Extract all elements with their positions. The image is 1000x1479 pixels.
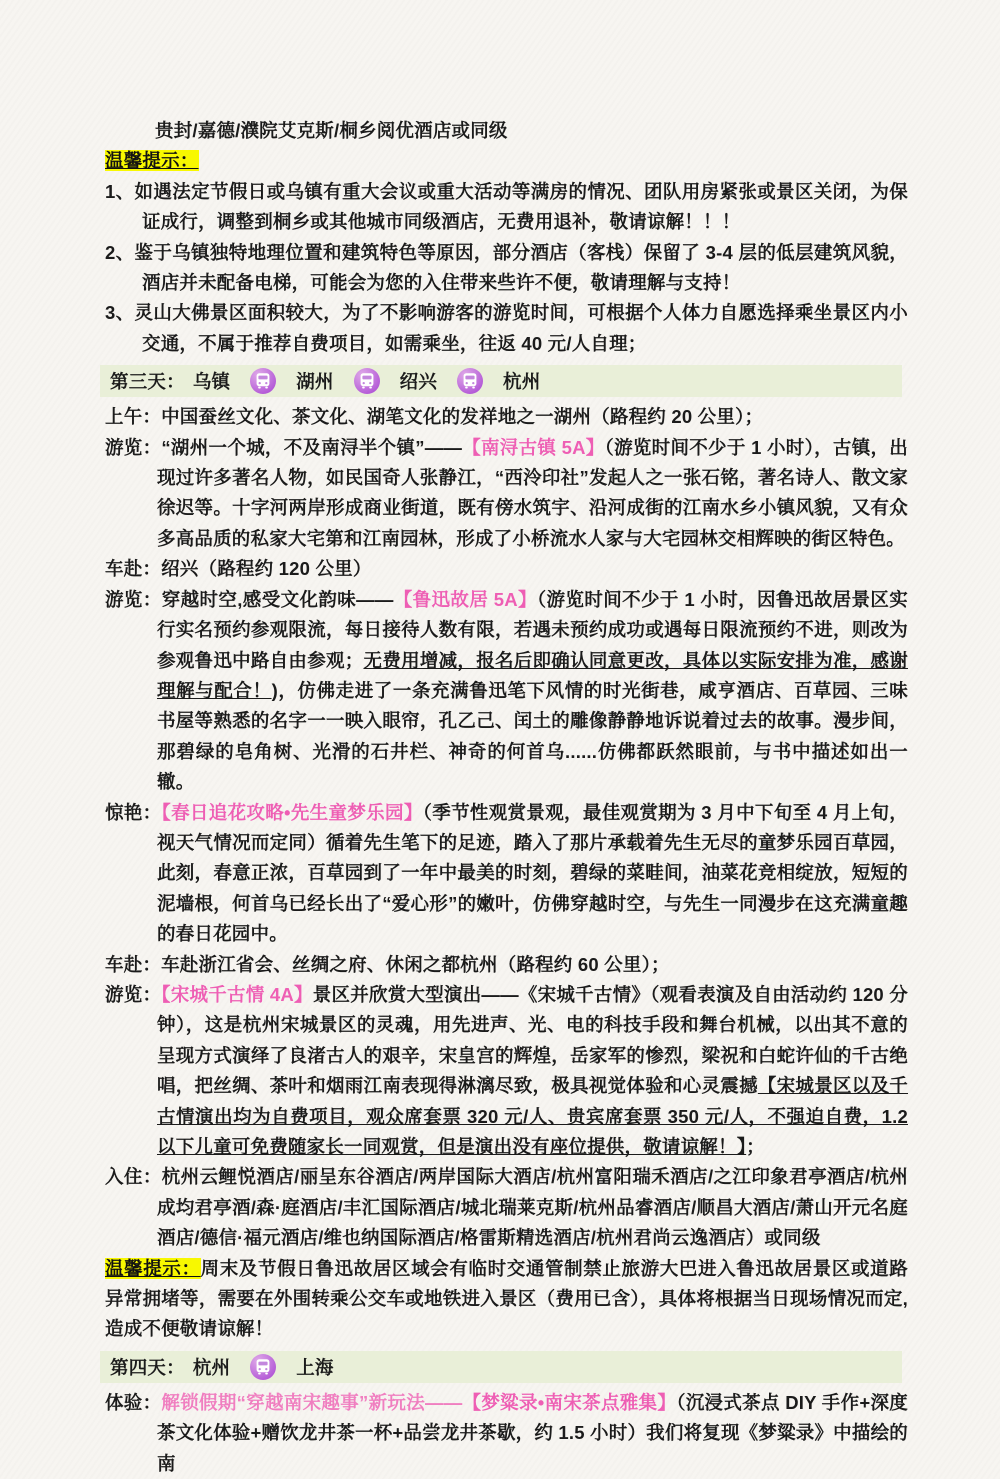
notice-item-2 (105, 238, 908, 299)
paragraph-label: 游览： (105, 983, 162, 1005)
text-segment: 1、如遇法定节假日或乌镇有重大会议或重大活动等满房的情况、团队用房紧张或景区关闭，为保证成行，调整到桐乡或其他城市同级酒店，无费用退补，敬请谅解！！！ (105, 180, 908, 233)
day-stop: 上海 (296, 1356, 334, 1378)
text-segment: 景区并欣赏大型演出——《宋城千古情》（观看表演及自由活动约 120 分钟），这是杭州宋城景区的灵魂，用先进声、光、电的科技手段和舞台机械，以出其不意的呈现方式演绎了良渚古人的艰辛，宋皇宫的辉煌，岳家军的惨烈，梁祝和白蛇许仙的千古绝唱，把丝绸、茶叶和烟雨江南表现得淋漓尽致，极具视觉体验和心灵震撼 (157, 983, 909, 1097)
tip-label: 温馨提示： (105, 150, 199, 172)
paragraph-label: 入住： (105, 1166, 162, 1188)
text-segment: 车赴浙江省会、丝绸之府、休闲之都杭州（路程约 60 公里）； (161, 953, 670, 975)
paragraph-label: 游览： (105, 436, 162, 458)
tip-luxun-traffic (105, 1254, 908, 1345)
day-stop: 乌镇 (192, 371, 231, 393)
tip-heading (105, 146, 908, 176)
paragraph-label: 体验： (105, 1391, 162, 1413)
text-segment: （沉浸式茶点 DIY 手作+深度茶文化体验+赠饮龙井茶一杯+品尝龙井茶歇，约 1.5 小时）我们将复现《梦粱录》中描绘的南 (157, 1391, 908, 1474)
notice-item-3 (105, 298, 908, 359)
text-segment: （季节性观赏景观，最佳观赏期为 3 月中下旬至 4 月上旬，视天气情况而定同）循着先生笔下的足迹，踏入了那片承载着先生无尽的童梦乐园百草园，此刻，春意正浓，百草园到了一年中最美的时刻，碧绿的菜畦间，油菜花竞相绽放，短短的泥墙根，何首乌已经长出了“爱心形”的嫩叶，仿佛穿越时空，与先生一同漫步在这充满童趣的春日花园中。 (157, 801, 909, 945)
text-segment: ； (746, 1136, 765, 1157)
text-segment: )，仿佛走进了一条充满鲁迅笔下风情的时光街巷，咸亨酒店、百草园、三味书屋等熟悉的名字一一映入眼帘，孔乙己、闰土的雕像静静地诉说着过去的故事。漫步间，那碧绿的皂角树、光滑的石井栏、神奇的何首乌......仿佛都跃然眼前，与书中描述如出一辙。 (157, 679, 908, 793)
text-segment: 【鲁迅故居 5A】 (393, 588, 537, 610)
text-segment: 解锁假期“穿越南宋趣事”新玩法—— (161, 1391, 463, 1413)
paragraph-label: 车赴： (105, 953, 162, 975)
bus-icon (457, 368, 483, 394)
notice-item-1 (105, 177, 908, 238)
bus-icon (354, 368, 380, 394)
text-segment: “湖州一个城，不及南浔半个镇”—— (161, 436, 463, 458)
day-stop: 杭州 (192, 1356, 231, 1378)
text-segment: （游览时间不少于 1 小时，因鲁迅故居景区实行实名预约参观限流，每日接待人数有限，若遇未预约成功或遇每日限流预约不进，则改为参观鲁迅中路自由参观； (157, 588, 908, 671)
day-label: 第四天： (110, 1356, 185, 1378)
text-segment: 无费用增减，报名后即确认同意更改，具体以实际安排为准，感谢理解与配合！ (157, 649, 908, 701)
day-stop: 杭州 (503, 371, 541, 393)
bus-icon (250, 368, 276, 394)
day4-header (100, 1351, 902, 1383)
para-transfer-hangzhou (105, 950, 908, 980)
text-segment: （游览时间不少于 1 小时），古镇，出现过许多著名人物，如民国奇人张静江，“西泠印社”发起人之一张石铭，著名诗人、散文家徐迟等。十字河两岸形成商业街道，既有傍水筑宇、沿河成街的江南水乡小镇风貌，又有众多高品质的私家大宅第和江南园林，形成了小桥流水人家与大宅园林交相辉映的街区特色。 (157, 436, 909, 549)
para-highlight-spring-garden (105, 798, 908, 950)
text-segment: 3、灵山大佛景区面积较大，为了不影响游客的游览时间，可根据个人体力自愿选择乘坐景区内小交通，不属于推荐自费项目，如需乘坐，往返 40 元/人自理； (105, 302, 908, 354)
text-segment: 绍兴（路程约 120 公里） (161, 558, 372, 580)
text-segment: 【梦粱录•南宋茶点雅集】 (462, 1391, 677, 1413)
text-segment: 中国蚕丝文化、茶文化、湖笔文化的发祥地之一湖州（路程约 20 公里）； (161, 406, 764, 428)
hotel-line-wuzhen (105, 116, 908, 146)
paragraph-label: 车赴： (105, 558, 162, 580)
day-stop: 湖州 (296, 371, 334, 393)
bus-icon (250, 1354, 276, 1380)
text-segment: 穿越时空,感受文化韵味—— (161, 588, 394, 610)
text-segment: 贵封/嘉德/濮院艾克斯/桐乡阅优酒店或同级 (155, 120, 508, 141)
paragraph-label: 游览： (105, 588, 162, 610)
para-experience-mengliang (105, 1388, 908, 1479)
text-segment: 【宋城千古情 4A】 (161, 983, 313, 1005)
text-segment: 【南浔古镇 5A】 (462, 436, 605, 458)
text-segment: 周末及节假日鲁迅故居区域会有临时交通管制禁止旅游大巴进入鲁迅故居景区或道路异常拥堵等，需要在外围转乘公交车或地铁进入景区（费用已含），具体将根据当日现场情况而定,造成不便敬请谅解！ (105, 1257, 908, 1340)
para-visit-nanxun (105, 433, 908, 555)
paragraph-label: 惊艳： (105, 801, 162, 823)
tip-label: 温馨提示： (105, 1257, 201, 1279)
text-segment: 【春日追花攻略•先生童梦乐园】 (161, 801, 423, 823)
para-transfer-shaoxing (105, 554, 908, 584)
para-hotels-hangzhou (105, 1162, 908, 1253)
day-label: 第三天： (110, 371, 185, 393)
text-segment: 2、鉴于乌镇独特地理位置和建筑特色等原因，部分酒店（客栈）保留了 3-4 层的低层建筑风貌，酒店并未配备电梯，可能会为您的入住带来些许不便，敬请理解与支持！ (105, 241, 908, 294)
text-segment: 【宋城景区以及千古情演出均为自费项目，观众席套票 320 元/人、贵宾席套票 350 元/人，不强迫自费，1.2 以下儿童可免费随家长一同观赏，但是演出没有座位提供，敬请谅解！】 (157, 1075, 908, 1157)
para-morning-huzhou (105, 402, 908, 432)
paragraph-label: 上午： (105, 406, 162, 428)
day3-header (100, 365, 902, 397)
para-visit-luxun (105, 585, 908, 798)
text-segment: 杭州云鲤悦酒店/丽呈东谷酒店/两岸国际大酒店/杭州富阳瑞禾酒店/之江印象君亭酒店/杭州成均君亭酒/森·庭酒店/丰汇国际酒店/城北瑞莱克斯/杭州品睿酒店/顺昌大酒店/萧山开元名庭酒店/德信·福元酒店/维也纳国际酒店/格雷斯精选酒店/杭州君尚云逸酒店）或同级 (157, 1166, 908, 1249)
para-visit-songcheng (105, 980, 908, 1162)
day-stop: 绍兴 (399, 371, 438, 393)
